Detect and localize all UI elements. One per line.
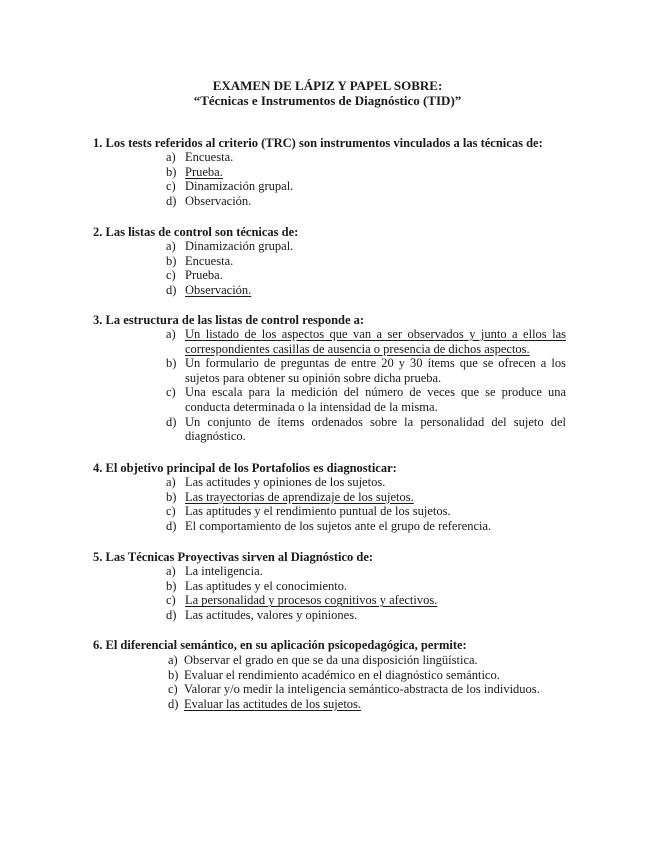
question-4: 4. El objetivo principal de los Portafolios es diagnosticar: bbox=[93, 461, 397, 475]
option-letter: a) bbox=[168, 653, 178, 667]
option-5d bbox=[166, 608, 566, 623]
option-2c bbox=[166, 268, 566, 283]
option-2a bbox=[166, 239, 566, 254]
option-6b bbox=[168, 668, 568, 683]
option-2b bbox=[166, 254, 566, 269]
option-text-correct: Un listado de los aspectos que van a ser observados y junto a ellos las correspondientes casillas de ausencia o presencia de dichos aspectos. bbox=[185, 327, 566, 356]
option-letter: a) bbox=[166, 327, 176, 341]
question-5: 5. Las Técnicas Proyectivas sirven al Diagnóstico de: bbox=[93, 550, 374, 564]
option-3b bbox=[166, 356, 566, 385]
option-text-correct: La personalidad y procesos cognitivos y afectivos. bbox=[185, 593, 438, 608]
option-letter: b) bbox=[166, 578, 177, 593]
question-4-options bbox=[166, 475, 566, 533]
question-6-options bbox=[168, 653, 568, 711]
option-4a bbox=[166, 475, 566, 490]
option-text: Prueba. bbox=[185, 268, 223, 283]
option-text: Las aptitudes y el conocimiento. bbox=[185, 578, 348, 593]
question-3: 3. La estructura de las listas de control responde a: bbox=[93, 313, 365, 327]
option-text: Dinamización grupal. bbox=[185, 239, 294, 253]
option-3d bbox=[166, 415, 566, 444]
option-5c bbox=[166, 593, 566, 608]
option-letter: d) bbox=[168, 696, 179, 711]
exam-title: EXAMEN DE LÁPIZ Y PAPEL SOBRE: bbox=[212, 78, 443, 93]
option-letter: a) bbox=[166, 239, 176, 253]
option-letter: a) bbox=[166, 475, 176, 489]
option-4c bbox=[166, 504, 566, 519]
option-letter: b) bbox=[166, 489, 177, 504]
option-text: Encuesta. bbox=[185, 253, 234, 268]
option-1d bbox=[166, 194, 566, 209]
option-5a bbox=[166, 564, 566, 579]
option-text: Las aptitudes y el rendimiento puntual de los sujetos. bbox=[185, 504, 451, 519]
option-2d bbox=[166, 283, 566, 298]
option-letter: c) bbox=[166, 179, 176, 194]
option-6a bbox=[168, 653, 568, 668]
question-3-options bbox=[166, 327, 566, 444]
option-text: La inteligencia. bbox=[185, 564, 263, 578]
option-letter: d) bbox=[166, 518, 177, 533]
option-6c bbox=[168, 682, 568, 697]
question-2-options bbox=[166, 239, 566, 297]
option-letter: b) bbox=[168, 667, 179, 682]
option-text: Dinamización grupal. bbox=[185, 179, 294, 194]
option-letter: d) bbox=[166, 282, 177, 297]
option-text: Encuesta. bbox=[185, 150, 234, 164]
question-5-options bbox=[166, 564, 566, 622]
option-text: Observación. bbox=[185, 193, 252, 208]
option-text: Las actitudes y opiniones de los sujetos. bbox=[185, 475, 386, 489]
option-letter: a) bbox=[166, 564, 176, 578]
option-text: Observar el grado en que se da una disposición lingüística. bbox=[184, 653, 478, 667]
option-text: Evaluar el rendimiento académico en el diagnóstico semántico. bbox=[184, 667, 500, 682]
exam-subtitle: “Técnicas e Instrumentos de Diagnóstico (TID)” bbox=[193, 93, 462, 108]
option-text-correct: Prueba. bbox=[185, 164, 223, 179]
option-text: Una escala para la medición del número de veces que se produce una conducta determinada o la intensidad de la misma. bbox=[185, 385, 566, 414]
option-letter: c) bbox=[166, 593, 176, 608]
option-letter: c) bbox=[166, 385, 176, 400]
option-6d bbox=[168, 697, 568, 712]
option-text: Un formulario de preguntas de entre 20 y 30 ítems que se ofrecen a los sujetos para obtener su opinión sobre dicha prueba. bbox=[185, 356, 566, 385]
question-1-options bbox=[166, 150, 566, 208]
option-text-correct: Evaluar las actitudes de los sujetos. bbox=[184, 696, 362, 711]
option-letter: a) bbox=[166, 150, 176, 164]
option-1b bbox=[166, 165, 566, 180]
option-letter: b) bbox=[166, 356, 177, 371]
option-1c bbox=[166, 179, 566, 194]
option-1a bbox=[166, 150, 566, 165]
option-3c bbox=[166, 385, 566, 414]
question-2: 2. Las listas de control son técnicas de: bbox=[93, 225, 299, 239]
question-1: 1. Los tests referidos al criterio (TRC) son instrumentos vinculados a las técnicas de: bbox=[93, 136, 543, 150]
option-text-correct: Observación. bbox=[185, 282, 252, 297]
question-6: 6. El diferencial semántico, en su aplicación psicopedagógica, permite: bbox=[93, 638, 467, 652]
option-4b bbox=[166, 490, 566, 505]
option-text-correct: Las trayectorias de aprendizaje de los sujetos. bbox=[185, 489, 414, 504]
option-letter: c) bbox=[168, 682, 178, 697]
option-5b bbox=[166, 579, 566, 594]
option-4d bbox=[166, 519, 566, 534]
option-letter: b) bbox=[166, 164, 177, 179]
option-letter: c) bbox=[166, 268, 176, 283]
option-text: Un conjunto de ítems ordenados sobre la personalidad del sujeto del diagnóstico. bbox=[185, 414, 566, 444]
option-letter: d) bbox=[166, 607, 177, 622]
option-letter: c) bbox=[166, 504, 176, 519]
option-text: Las actitudes, valores y opiniones. bbox=[185, 607, 358, 622]
option-letter: d) bbox=[166, 193, 177, 208]
option-text: El comportamiento de los sujetos ante el grupo de referencia. bbox=[185, 518, 492, 533]
option-3a bbox=[166, 327, 566, 356]
option-letter: d) bbox=[166, 414, 177, 429]
option-letter: b) bbox=[166, 253, 177, 268]
option-text: Valorar y/o medir la inteligencia semántico-abstracta de los individuos. bbox=[184, 682, 540, 697]
